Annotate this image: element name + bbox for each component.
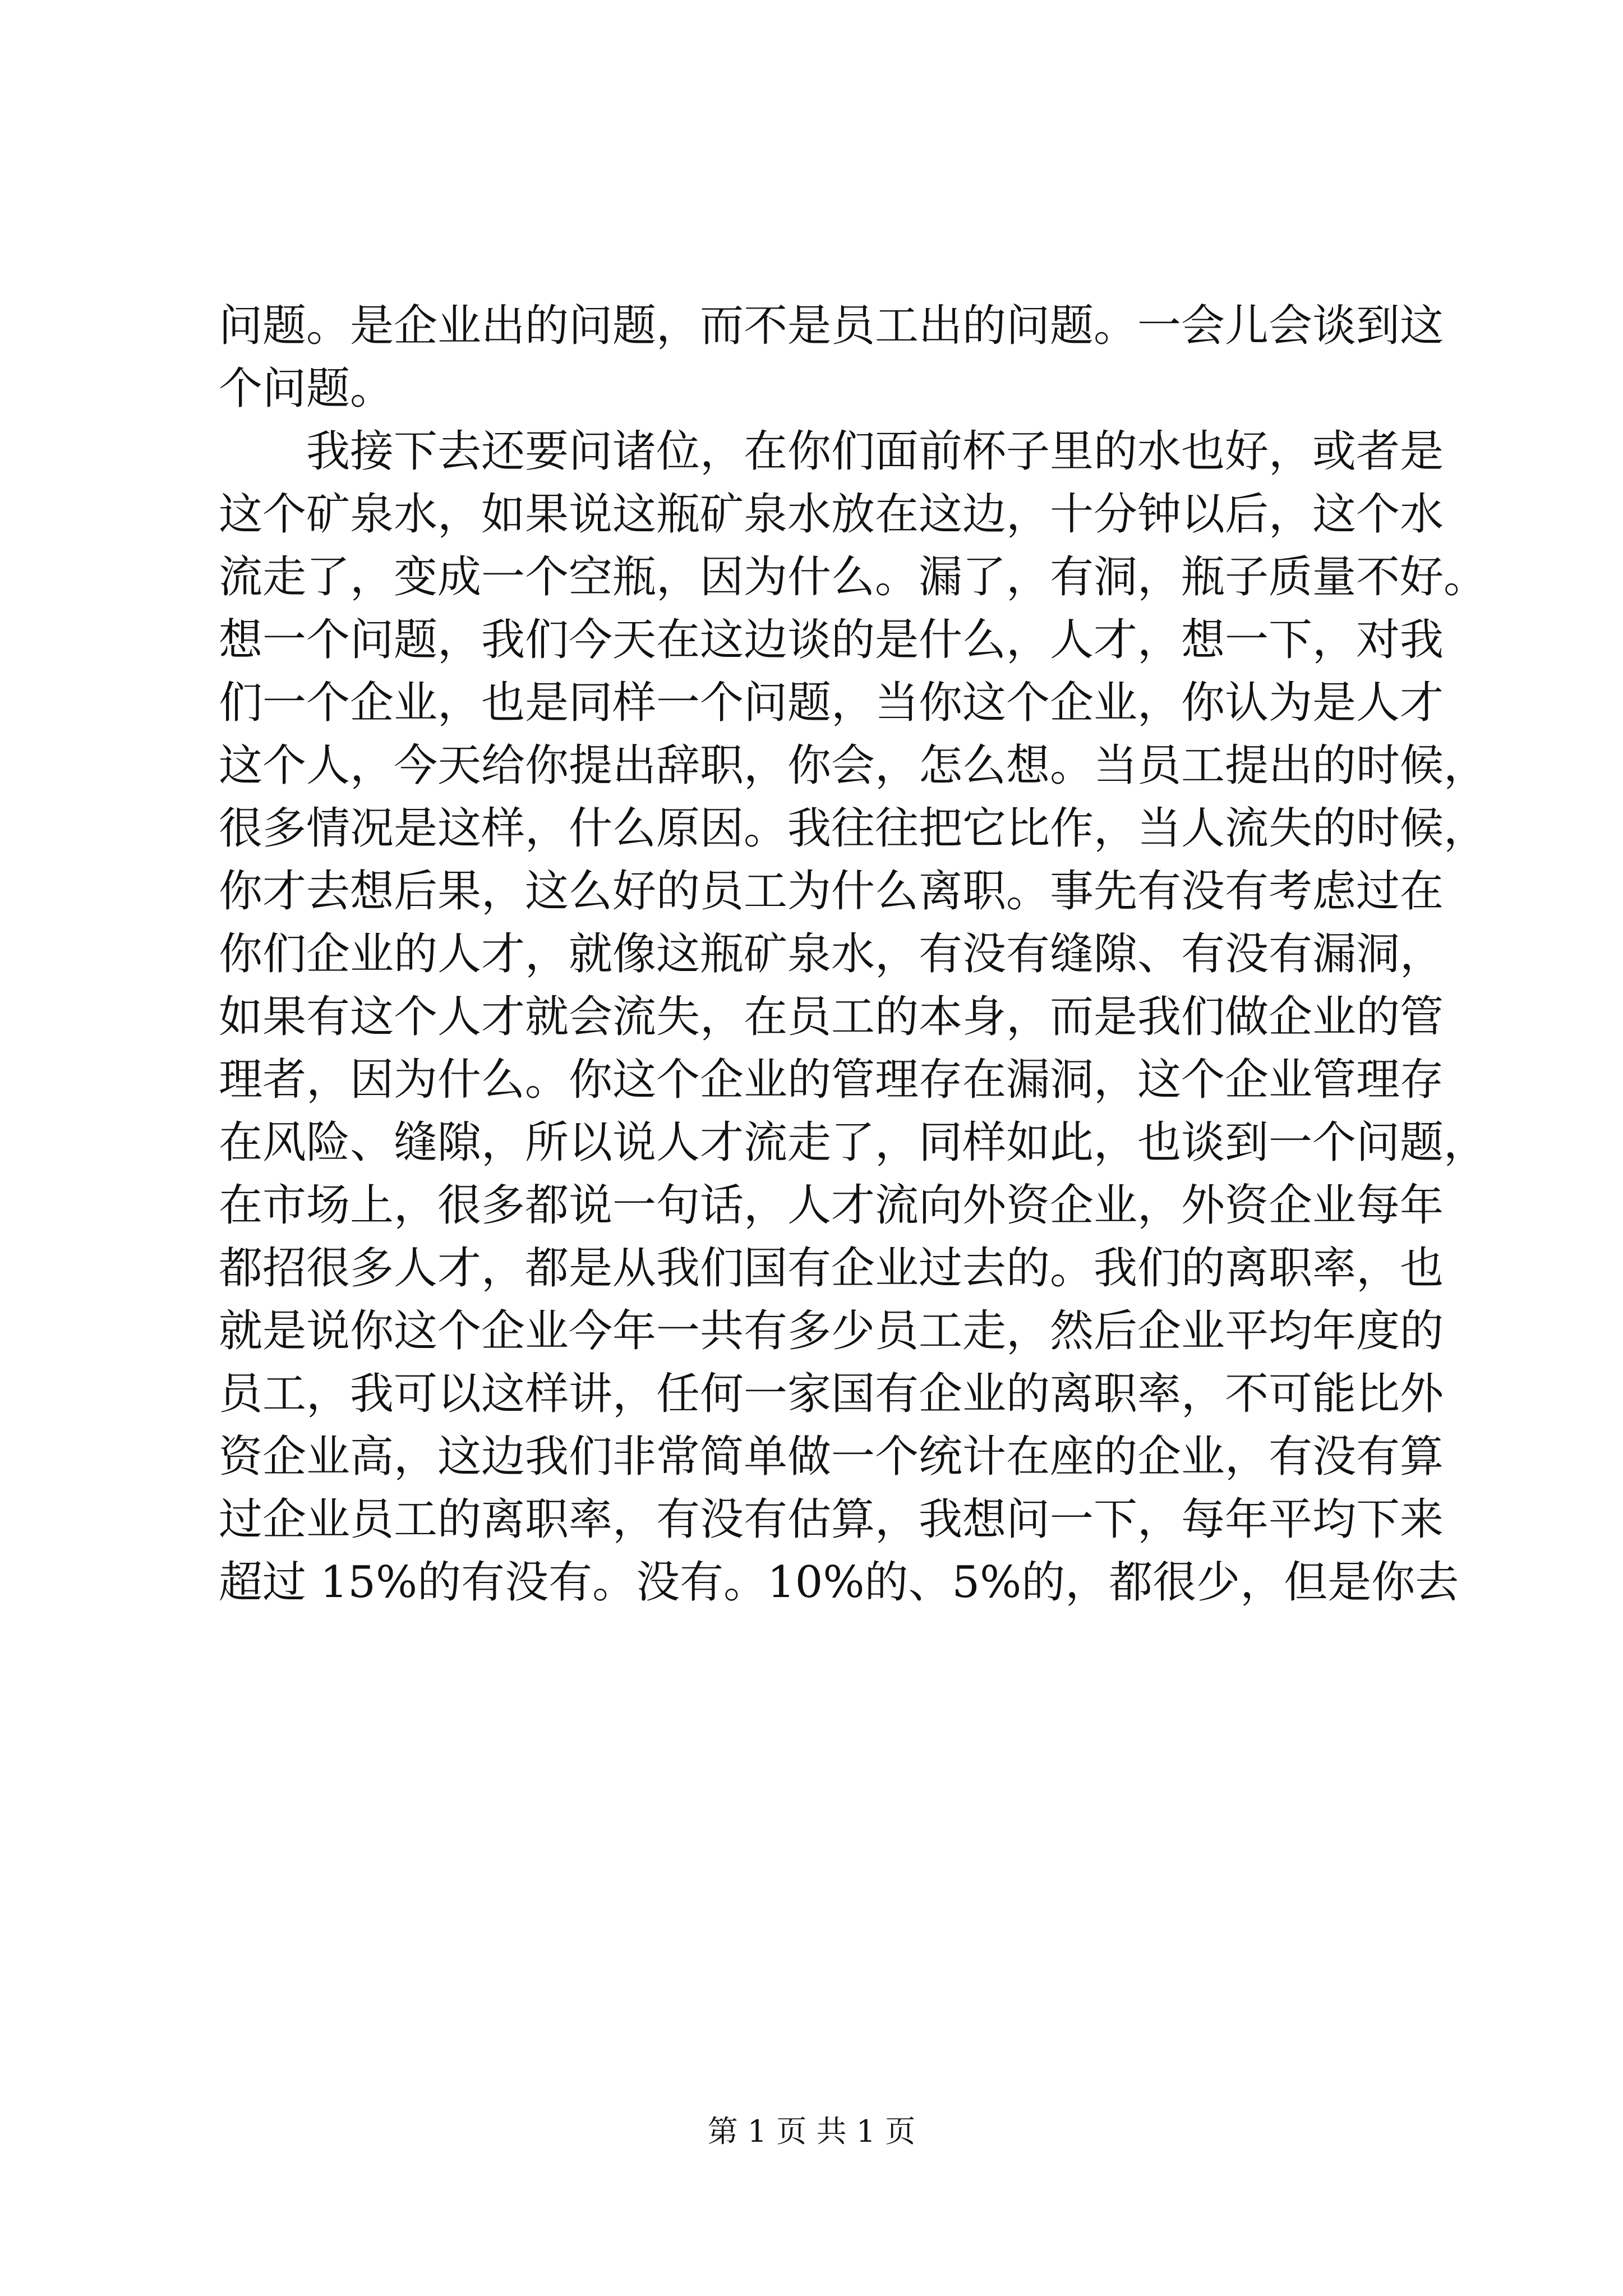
text-line: 个问题。	[219, 364, 394, 414]
text-line-paragraph-start: 我接下去还要问诸位，在你们面前杯子里的水也好，或者是	[306, 426, 1444, 477]
document-body	[219, 295, 1488, 1614]
text-line: 就是说你这个企业今年一共有多少员工走，然后企业平均年度的	[219, 1306, 1444, 1356]
page-number-label: 第 1 页 共 1 页	[707, 2114, 916, 2149]
text-line: 资企业高，这边我们非常简单做一个统计在座的企业，有没有算	[219, 1432, 1444, 1482]
text-line: 问题。是企业出的问题，而不是员工出的问题。一会儿会谈到这	[219, 301, 1444, 351]
text-line: 在风险、缝隙，所以说人才流走了，同样如此，也谈到一个问题，	[219, 1117, 1488, 1168]
text-line: 都招很多人才，都是从我们国有企业过去的。我们的离职率，也	[219, 1243, 1444, 1294]
text-line: 你才去想后果，这么好的员工为什么离职。事先有没有考虑过在	[219, 866, 1444, 917]
text-line: 在市场上，很多都说一句话，人才流向外资企业，外资企业每年	[219, 1180, 1444, 1231]
text-line: 们一个企业，也是同样一个问题，当你这个企业，你认为是人才	[219, 678, 1444, 728]
text-line: 这个矿泉水，如果说这瓶矿泉水放在这边，十分钟以后，这个水	[219, 489, 1444, 540]
text-line: 员工，我可以这样讲，任何一家国有企业的离职率，不可能比外	[219, 1369, 1444, 1419]
text-line: 很多情况是这样，什么原因。我往往把它比作，当人流失的时候，	[219, 803, 1488, 854]
text-line: 这个人，今天给你提出辞职，你会，怎么想。当员工提出的时候，	[219, 740, 1488, 791]
text-line: 你们企业的人才，就像这瓶矿泉水，有没有缝隙、有没有漏洞，	[219, 929, 1444, 979]
page-footer	[0, 2112, 1623, 2151]
text-line: 超过 15%的有没有。没有。10%的、5%的，都很少，但是你去	[219, 1557, 1459, 1608]
text-line: 流走了，变成一个空瓶，因为什么。漏了，有洞，瓶子质量不好。	[219, 552, 1488, 602]
text-line: 想一个问题，我们今天在这边谈的是什么，人才，想一下，对我	[219, 615, 1444, 665]
text-line: 过企业员工的离职率，有没有估算，我想问一下，每年平均下来	[219, 1494, 1444, 1545]
text-line: 理者，因为什么。你这个企业的管理存在漏洞，这个企业管理存	[219, 1055, 1444, 1105]
text-line: 如果有这个人才就会流失，在员工的本身，而是我们做企业的管	[219, 992, 1444, 1042]
